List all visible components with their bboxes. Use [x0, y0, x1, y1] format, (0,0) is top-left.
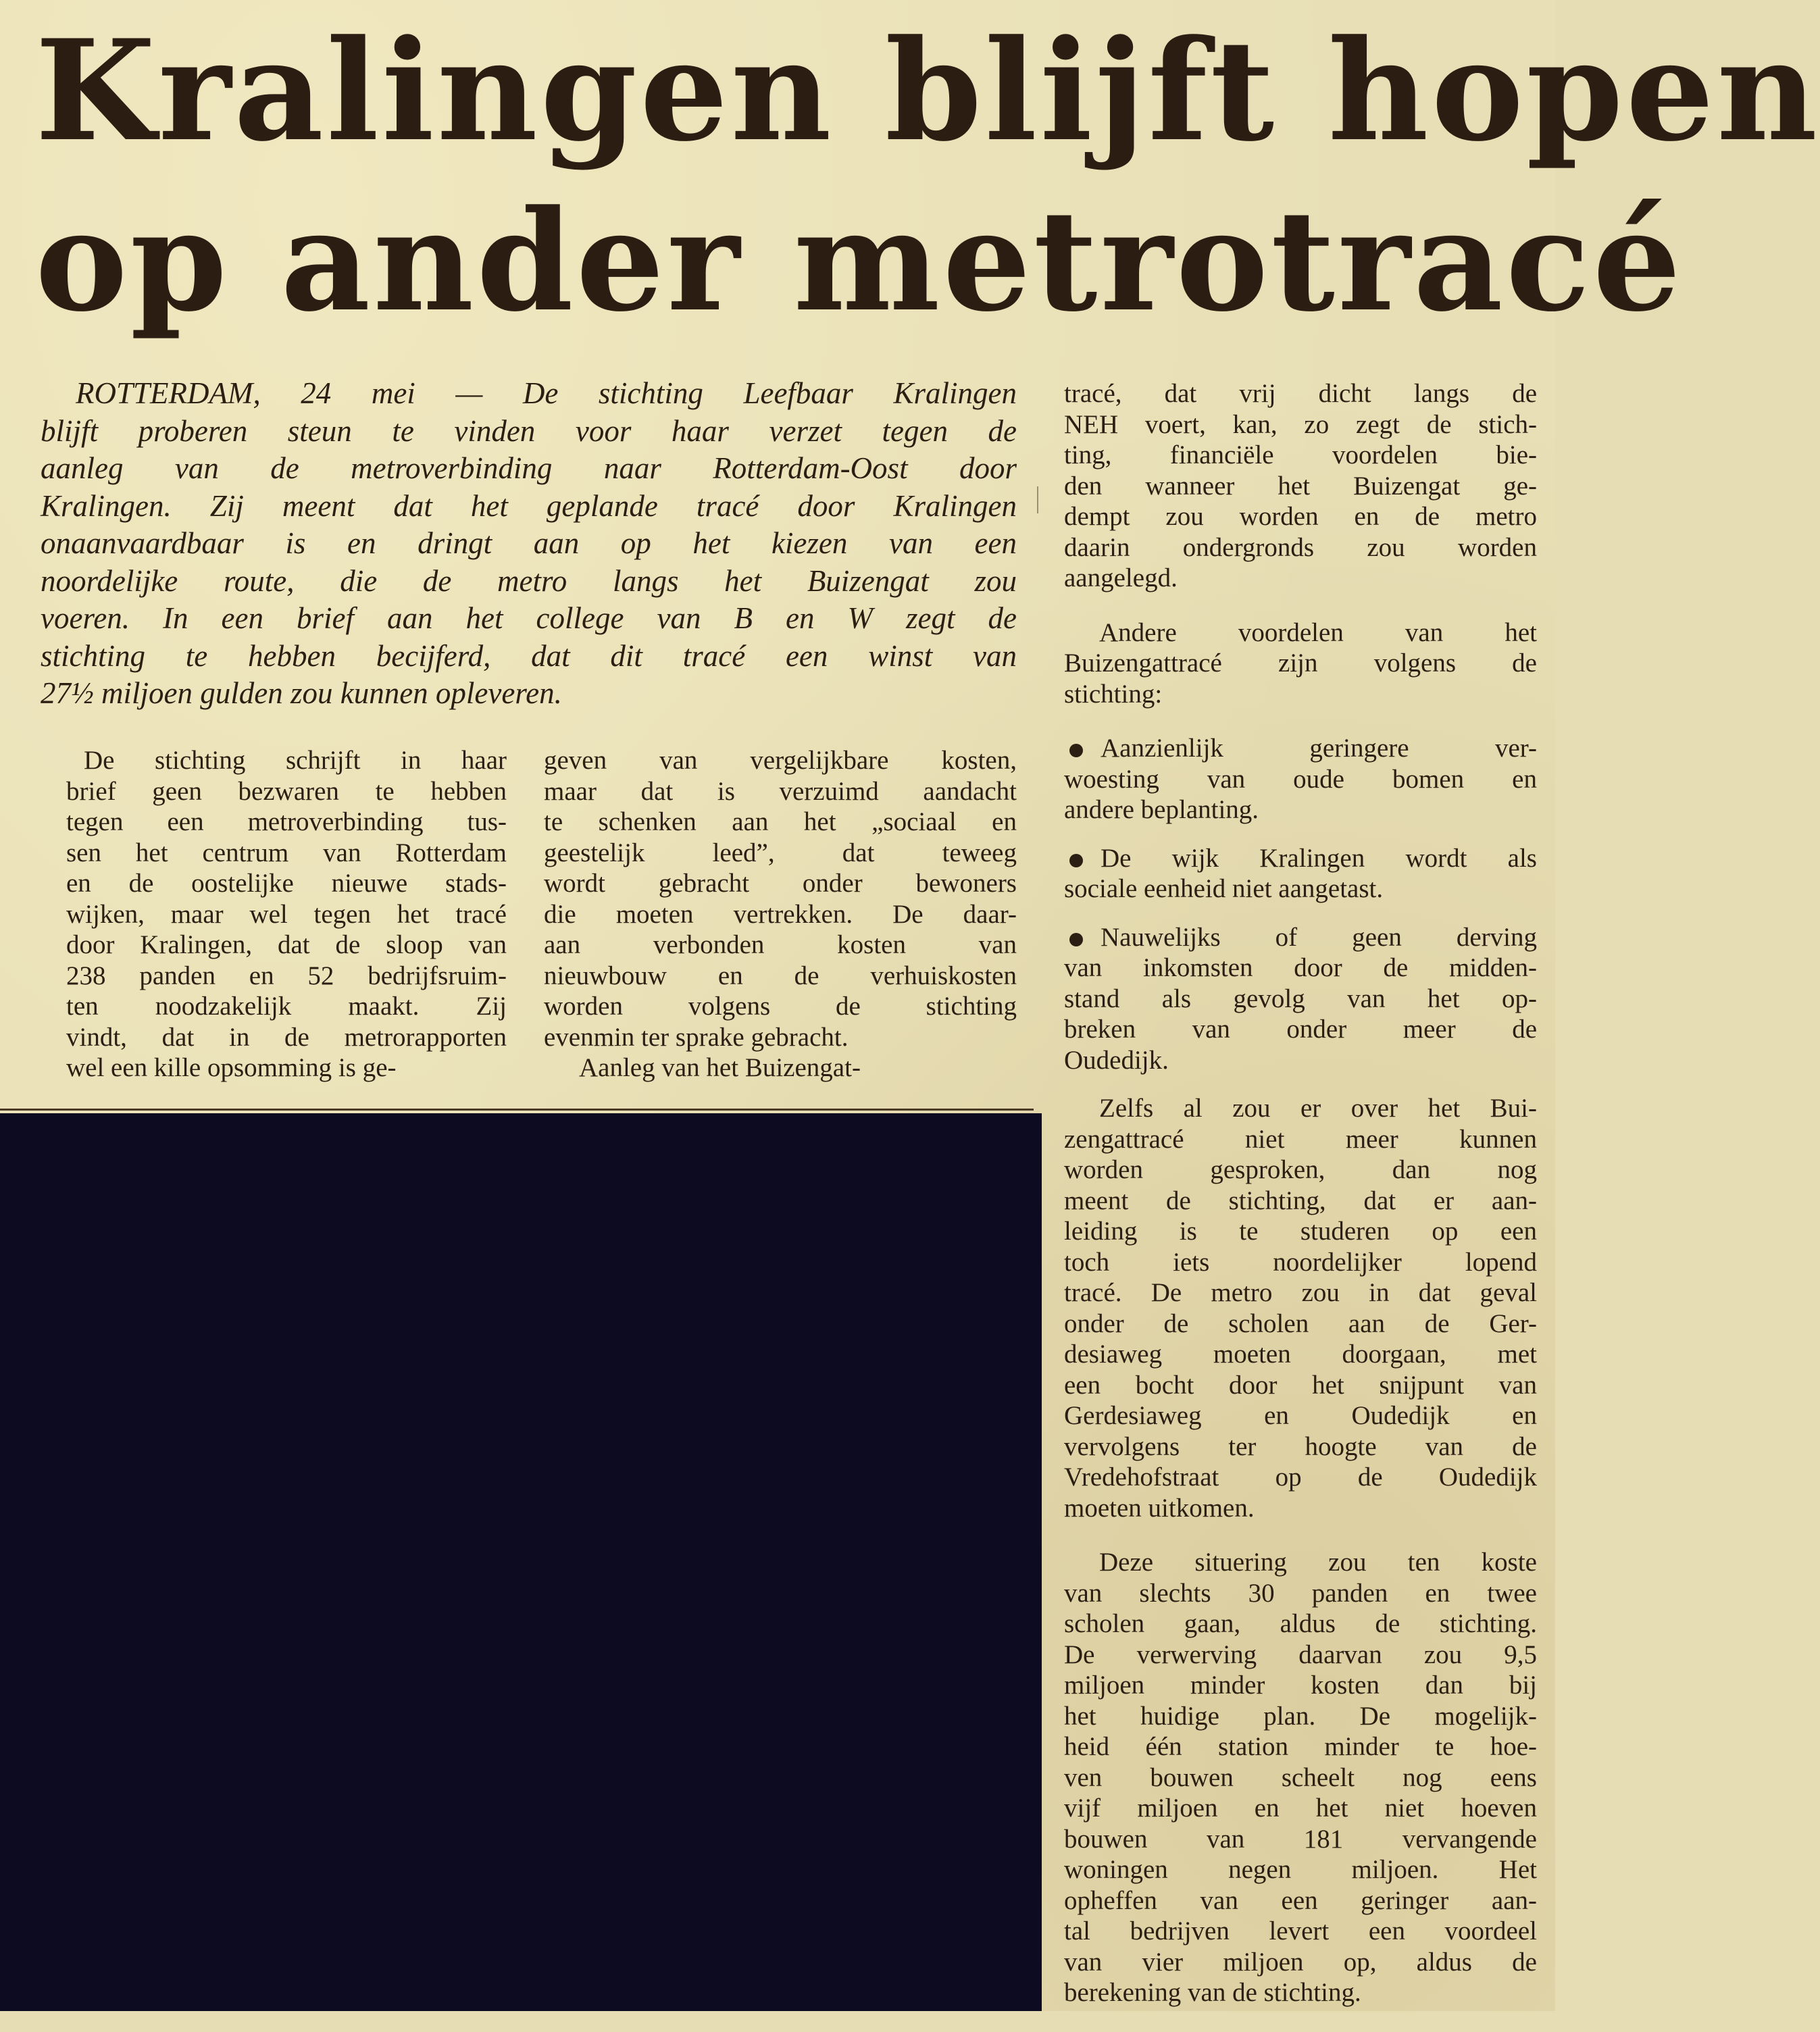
column-3-line: dempt zou worden en de metro — [1064, 502, 1537, 531]
column-3-line: daarin ondergronds zou worden — [1064, 532, 1537, 562]
lead-line: ROTTERDAM, 24 mei — De stichting Leefbaar Kralingen — [76, 376, 1017, 410]
article-column-2 — [544, 745, 1017, 1084]
column-2-line: geestelijk leed”, dat teweeg — [544, 838, 1017, 867]
bullet-line — [1064, 922, 1537, 953]
column-1-line: wel een kille opsomming is ge- — [66, 1053, 397, 1082]
column-2-line: maar dat is verzuimd aandacht — [544, 776, 1017, 806]
column-2-line: worden volgens de stichting — [544, 992, 1017, 1021]
column-1-line: sen het centrum van Rotterdam — [66, 838, 507, 867]
column-3-line: heid één station minder te hoe- — [1064, 1732, 1537, 1761]
bullet-text: De wijk Kralingen wordt als — [1101, 843, 1537, 873]
column-3-line: den wanneer het Buizengat ge- — [1064, 471, 1537, 501]
column-3-line: NEH voert, kan, zo zegt de stich- — [1064, 409, 1537, 439]
column-3-line: Zelfs al zou er over het Bui- — [1099, 1094, 1537, 1123]
bullet-dot-icon — [1069, 933, 1083, 946]
column-3-line: berekening van de stichting. — [1064, 1978, 1361, 2007]
lead-line: onaanvaardbaar is en dringt aan op het kiezen van een — [41, 526, 1017, 560]
column-1-line: ten noodzakelijk maakt. Zij — [66, 992, 507, 1021]
bullet-line: breken van onder meer de — [1064, 1015, 1537, 1044]
column-3-line: vervolgens ter hoogte van de — [1064, 1431, 1537, 1461]
column-3-line: moeten uitkomen. — [1064, 1493, 1255, 1523]
column-3-line: stichting: — [1064, 679, 1163, 709]
headline-line-1: Kralingen blijft hopen — [35, 10, 1820, 172]
column-3-line: Gerdesiaweg en Oudedijk en — [1064, 1401, 1537, 1430]
column-3-line: toch iets noordelijker lopend — [1064, 1247, 1537, 1277]
column-1-line: De stichting schrijft in haar — [84, 746, 507, 775]
column-3-line: meent de stichting, dat er aan- — [1064, 1186, 1537, 1215]
column-3-line: woningen negen miljoen. Het — [1064, 1855, 1537, 1884]
column-1-line: door Kralingen, dat de sloop van — [66, 930, 507, 959]
bullet-line — [1064, 733, 1537, 764]
column-3-line: leiding is te studeren op een — [1064, 1217, 1537, 1246]
column-2-line: evenmin ter sprake gebracht. — [544, 1022, 849, 1052]
column-3-line: tal bedrijven levert een voordeel — [1064, 1916, 1537, 1946]
column-1-line: wijken, maar wel tegen het tracé — [66, 899, 507, 929]
column-3-paragraph-1 — [1064, 378, 1537, 594]
column-3-line: aangelegd. — [1064, 563, 1178, 592]
column-2-line: te schenken aan het „sociaal en — [544, 807, 1017, 836]
column-3-line: Buizengattracé zijn volgens de — [1064, 649, 1537, 678]
column-3-line: Vredehofstraat op de Oudedijk — [1064, 1463, 1537, 1492]
bullet-line — [1064, 843, 1537, 874]
lead-line: 27½ miljoen gulden zou kunnen opleveren. — [41, 676, 562, 710]
lead-line: blijft proberen steun te vinden voor haar verzet tegen de — [41, 413, 1017, 448]
column-3-line: een bocht door het snijpunt van — [1064, 1370, 1537, 1400]
column-divider — [1037, 486, 1038, 513]
column-3-line: worden gesproken, dan nog — [1064, 1155, 1537, 1184]
bullet-line: Oudedijk. — [1064, 1045, 1169, 1075]
column-3-line: het huidige plan. De mogelijk- — [1064, 1701, 1537, 1731]
column-1-line: brief geen bezwaren te hebben — [66, 776, 507, 806]
column-3-line: tracé. De metro zou in dat geval — [1064, 1278, 1537, 1307]
column-2-line: wordt gebracht onder bewoners — [544, 869, 1017, 898]
lead-line: aanleg van de metroverbinding naar Rotterdam-Oost door — [41, 451, 1017, 485]
lead-line: stichting te hebben becijferd, dat dit tracé een winst van — [41, 638, 1017, 673]
column-3-line: vijf miljoen en het niet hoeven — [1064, 1794, 1537, 1823]
horizontal-rule — [0, 1109, 1034, 1111]
column-2-line: geven van vergelijkbare kosten, — [544, 746, 1017, 775]
bullet-line: stand als gevolg van het op- — [1064, 984, 1537, 1013]
lead-line: voeren. In een brief aan het college van B en W zegt de — [41, 601, 1017, 635]
headline-line-2: op ander metrotracé — [35, 180, 1684, 342]
bullet-text: Aanzienlijk geringere ver- — [1101, 734, 1537, 763]
column-3-line: ven bouwen scheelt nog eens — [1064, 1762, 1537, 1792]
column-2-line: die moeten vertrekken. De daar- — [544, 899, 1017, 929]
bullet-dot-icon — [1069, 854, 1083, 867]
column-1-line: 238 panden en 52 bedrijfsruim- — [66, 961, 507, 990]
column-3-paragraph-2 — [1064, 617, 1537, 710]
bullet-line: andere beplanting. — [1064, 795, 1259, 824]
column-3-line: bouwen van 181 vervangende — [1064, 1824, 1537, 1854]
column-2-line: nieuwbouw en de verhuiskosten — [544, 961, 1017, 990]
column-1-line: en de oostelijke nieuwe stads- — [66, 869, 507, 898]
lead-paragraph — [41, 375, 1017, 713]
bullet-line: sociale eenheid niet aangetast. — [1064, 874, 1384, 903]
lead-line: Kralingen. Zij meent dat het geplande tracé door Kralingen — [41, 488, 1017, 523]
article-column-3 — [1064, 378, 1537, 2032]
column-3-line: zengattracé niet meer kunnen — [1064, 1124, 1537, 1154]
column-2-line: Aanleg van het Buizengat- — [579, 1053, 861, 1082]
column-1-line: vindt, dat in de metrorapporten — [66, 1022, 507, 1052]
column-2-line: aan verbonden kosten van — [544, 930, 1017, 959]
column-3-line: De verwerving daarvan zou 9,5 — [1064, 1640, 1537, 1669]
bullet-item-3 — [1064, 922, 1537, 1076]
column-3-line: miljoen minder kosten dan bij — [1064, 1671, 1537, 1700]
bullet-dot-icon — [1069, 744, 1083, 757]
bullet-line: woesting van oude bomen en — [1064, 764, 1537, 794]
column-3-line: Andere voordelen van het — [1099, 617, 1537, 647]
column-3-line: scholen gaan, aldus de stichting. — [1064, 1609, 1537, 1638]
bullet-item-2 — [1064, 843, 1537, 905]
column-3-paragraph-3 — [1064, 1093, 1537, 1523]
bullet-text: Nauwelijks of geen derving — [1101, 922, 1537, 952]
column-3-paragraph-4 — [1064, 1547, 1537, 2008]
redacted-area — [0, 1113, 1042, 2011]
column-3-line: van vier miljoen op, aldus de — [1064, 1947, 1537, 1977]
article-column-1 — [66, 745, 507, 1084]
column-3-line: tracé, dat vrij dicht langs de — [1064, 379, 1537, 408]
column-3-line: opheffen van een geringer aan- — [1064, 1885, 1537, 1915]
column-3-line: ting, financiële voordelen bie- — [1064, 440, 1537, 469]
column-3-line: desiaweg moeten doorgaan, met — [1064, 1340, 1537, 1369]
column-3-line: Deze situering zou ten koste — [1099, 1548, 1537, 1577]
lead-line: noordelijke route, die de metro langs het Buizengat zou — [41, 563, 1017, 598]
bullet-line: van inkomsten door de midden- — [1064, 953, 1537, 982]
column-1-line: tegen een metroverbinding tus- — [66, 807, 507, 836]
column-3-line: onder de scholen aan de Ger- — [1064, 1309, 1537, 1338]
column-3-line: van slechts 30 panden en twee — [1064, 1578, 1537, 1608]
bullet-item-1 — [1064, 733, 1537, 825]
